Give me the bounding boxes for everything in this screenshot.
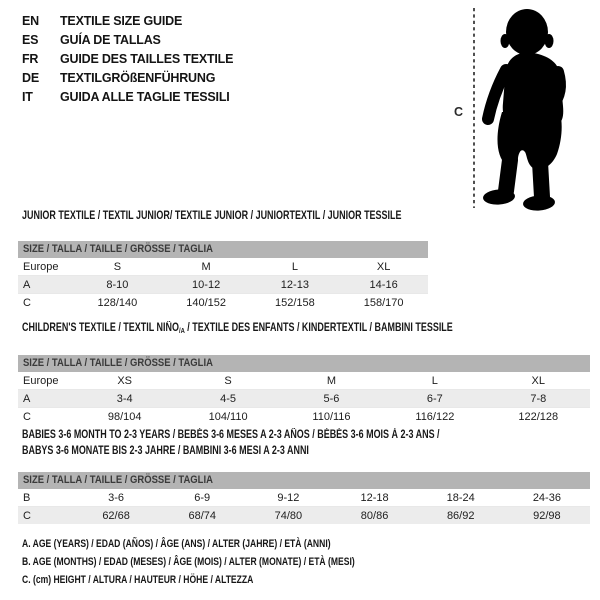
table-cell: M [326,374,337,387]
table-cell: 104/110 [176,408,279,426]
table-cell: 62/68 [73,507,159,525]
table-cell: 6-7 [383,390,486,408]
table-cell: XL [531,374,546,387]
table-cell: Europe [23,374,59,387]
size-header-band: SIZE / TALLA / TAILLE / GRÖSSE / TAGLIA [18,472,590,489]
table-cell: S [224,374,232,387]
table-cell: 6-9 [194,491,211,504]
table-cell: C [18,507,73,525]
table-cell: 14-16 [339,276,428,294]
legend-footnotes [22,535,449,589]
toddler-silhouette [483,9,564,212]
table-cell: 158/170 [339,294,428,312]
babies-size-table-section [18,427,590,524]
table-cell: 110/116 [280,408,383,426]
babies-table-title: BABIES 3-6 MONTH TO 2-3 YEARS / BEBÉS 3-6 MESES A 2-3 AÑOS / BÉBÉS 3-6 MOIS À 2-3 ANS / BABYS 3-6 MONATE BIS 2-3 JAHRE / BAMBINI 3-6 MESI A 2-3 ANNI [22,429,440,457]
children-table-title: CHILDREN'S TEXTILE / TEXTIL $NIÑO_{/A}$ / TEXTILE DES ENFANTS / KINDERTEXTIL / BAMBINI TESSILE [22,322,453,335]
table-row [18,258,428,276]
children-size-table-section [18,321,590,425]
table-cell: 98/104 [73,408,176,426]
language-code: FR [22,52,39,66]
footnote-b: B. AGE (MONTHS) / EDAD (MESES) / ÂGE (MOIS) / ALTER (MONATE) / ETÀ (MESI) [22,556,355,568]
table-cell: 128/140 [73,294,162,312]
table-cell: Europe [23,260,59,273]
table-cell: 80/86 [331,507,417,525]
language-code: EN [22,14,39,28]
babies-size-table [18,489,590,524]
language-code: ES [22,33,39,47]
table-cell: S [113,260,122,273]
footnote-a: A. AGE (YEARS) / EDAD (AÑOS) / ÂGE (ANS) / ALTER (JAHRE) / ETÀ (ANNI) [22,538,331,550]
table-cell: L [291,260,298,273]
toddler-silhouette-icon [440,0,600,215]
table-cell: 7-8 [487,390,590,408]
table-cell: 12-18 [360,491,389,504]
table-cell: M [201,260,211,273]
language-row [22,68,233,87]
language-title: GUIDE DES TAILLES TEXTILE [60,52,234,66]
table-cell: 10-12 [162,276,251,294]
table-row [18,408,590,426]
junior-size-table [18,258,428,311]
height-figure [440,0,600,215]
table-cell: 12-13 [251,276,340,294]
table-cell: C [18,408,73,426]
language-row [22,87,233,106]
language-title: TEXTILE SIZE GUIDE [60,14,183,28]
language-title-list [22,11,233,106]
language-title: GUÍA DE TALLAS [60,33,161,47]
table-cell: 3-6 [108,491,125,504]
height-measure-label: C [454,105,464,119]
footnote-c: C. (cm) HEIGHT / ALTURA / HAUTEUR / HÖHE / ALTEZZA [22,574,254,586]
table-cell: 9-12 [277,491,300,504]
table-cell: 8-10 [73,276,162,294]
size-header-band: SIZE / TALLA / TAILLE / GRÖSSE / TAGLIA [18,355,590,372]
table-cell: 4-5 [176,390,279,408]
table-row [18,294,428,312]
table-row [18,372,590,390]
table-cell: 140/152 [162,294,251,312]
table-cell: 5-6 [280,390,383,408]
table-cell: 86/92 [418,507,504,525]
table-cell: 122/128 [487,408,590,426]
table-cell: 152/158 [251,294,340,312]
language-title: TEXTILGRÖßENFÜHRUNG [60,71,216,85]
table-cell: L [431,374,438,387]
table-row [18,276,428,294]
junior-table-title: JUNIOR TEXTILE / TEXTIL JUNIOR/ TEXTILE JUNIOR / JUNIORTEXTIL / JUNIOR TESSILE [22,210,402,222]
junior-size-table-section [18,209,428,311]
size-header-band: SIZE / TALLA / TAILLE / GRÖSSE / TAGLIA [18,241,428,258]
table-cell: B [23,491,31,504]
table-row [18,390,590,408]
table-cell: 3-4 [73,390,176,408]
children-size-table [18,372,590,425]
table-cell: XL [376,260,391,273]
table-cell: A [18,390,73,408]
table-row [18,507,590,525]
table-cell: 74/80 [245,507,331,525]
table-cell: 18-24 [446,491,475,504]
language-row [22,11,233,30]
table-cell: A [18,276,73,294]
language-row [22,49,233,68]
table-row [18,489,590,507]
table-cell: C [18,294,73,312]
table-cell: 92/98 [504,507,590,525]
table-cell: 68/74 [159,507,245,525]
language-row [22,30,233,49]
language-code: IT [22,90,33,104]
table-cell: 24-36 [532,491,561,504]
language-title: GUIDA ALLE TAGLIE TESSILI [60,90,230,104]
table-cell: 116/122 [383,408,486,426]
table-cell: XS [117,374,133,387]
nino-a-subscript: /A [178,326,185,335]
language-code: DE [22,71,39,85]
